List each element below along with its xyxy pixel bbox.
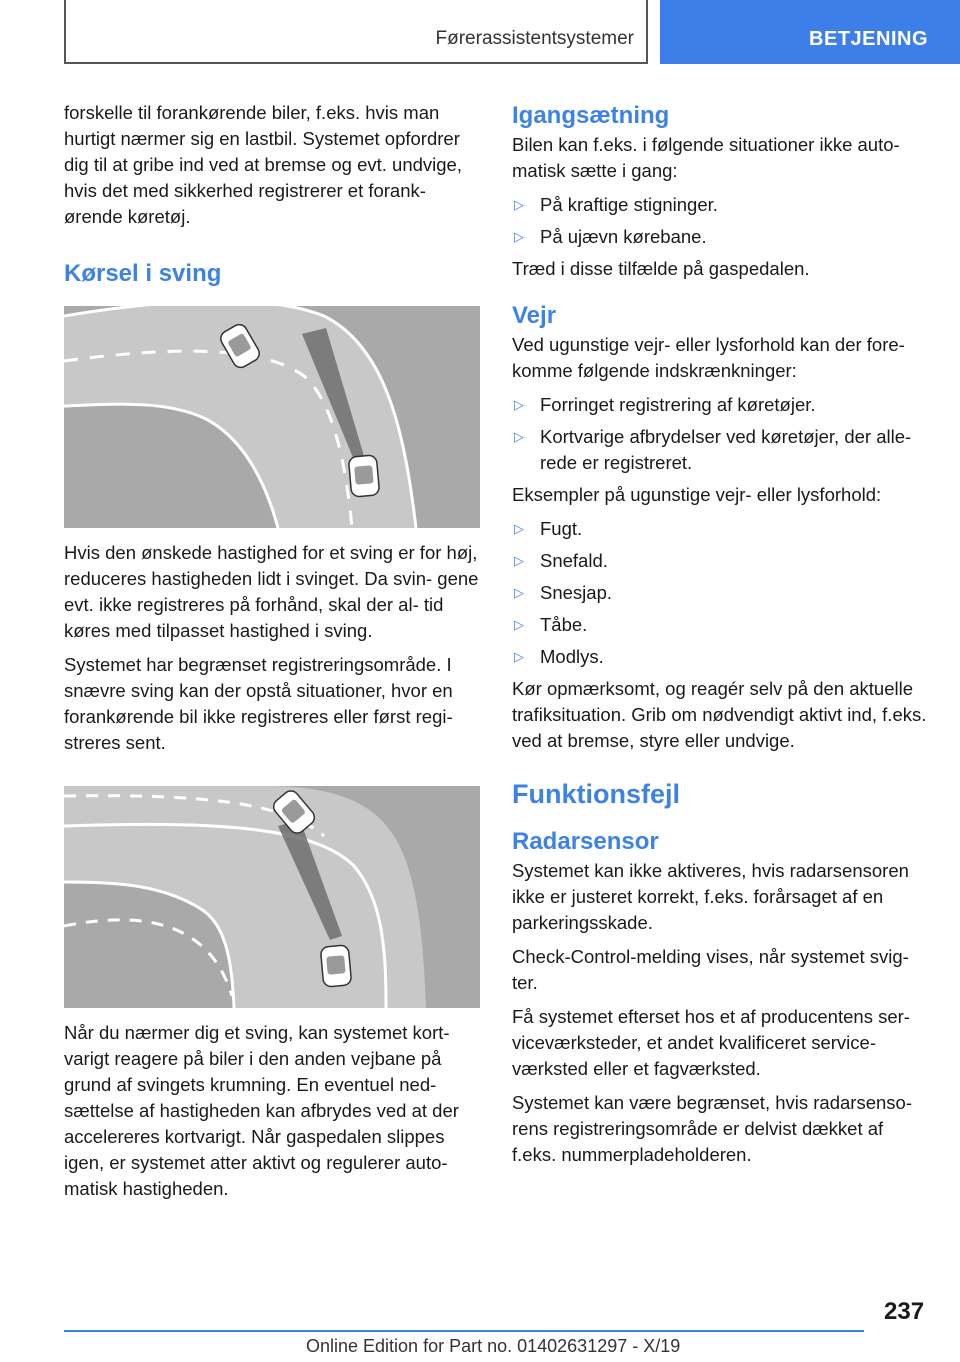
header-section-box <box>64 0 648 64</box>
car-own <box>320 945 351 987</box>
car-own <box>348 455 379 497</box>
list-item: ▷ Fugt. <box>512 516 928 542</box>
triangle-bullet-icon: ▷ <box>514 649 524 664</box>
radar-paragraph-1: Systemet kan ikke aktiveres, hvis radarsensoren ikke er justeret korrekt, f.eks. forårsaget af en parkeringsskade. <box>512 860 909 933</box>
list-item: ▷ Snefald. <box>512 548 928 574</box>
triangle-bullet-icon: ▷ <box>514 585 524 600</box>
list-item: ▷ På kraftige stigninger. <box>512 192 928 218</box>
header-chapter-title: BETJENING <box>809 28 928 50</box>
radar-paragraph-3: Få systemet efterset hos et af producentens ser‐ viceværksteder, et andet kvalificeret service‐ værksted eller et fagværksted. <box>512 1006 910 1079</box>
weather-advice: Kør opmærksomt, og reagér selv på den aktuelle trafiksituation. Grib om nødvendigt aktivt ind, f.eks. ved at bremse, styre eller undvige. <box>512 678 927 751</box>
curve-speed-paragraph: Hvis den ønskede hastighed for et sving er for høj, reduceres hastigheden lidt i svinget. Da svin‐ gene evt. ikke registreres på forhånd, skal der al‐ tid køres med tilpasset hastighed i sving. <box>64 542 479 641</box>
header-chapter-tab <box>660 0 960 64</box>
right-column <box>512 100 928 1176</box>
list-item: ▷ Snesjap. <box>512 580 928 606</box>
start-after: Træd i disse tilfælde på gaspedalen. <box>512 258 810 279</box>
detection-range-paragraph: Systemet har begrænset registreringsområde. I snævre sving kan der opstå situationer, hvor en forankørende bil ikke registreres eller først regi‐ streres sent. <box>64 654 453 753</box>
other-lane-paragraph: Når du nærmer dig et sving, kan systemet kort‐ varigt reagere på biler i den anden vejbane på grund af svingets krumning. En eventuel ned‐ sættelse af hastigheden kan afbrydes ved at der accelereres kortvarigt. Når gaspedalen slippes igen, er systemet atter aktivt og regulerer auto‐ matisk hastigheden. <box>64 1022 459 1199</box>
heading-weather: Vejr <box>512 302 557 329</box>
start-list <box>512 192 928 250</box>
intro-paragraph: forskelle til forankørende biler, f.eks. hvis man hurtigt nærmer sig en lastbil. Systemet opfordrer dig til at gribe ind ved at bremse og evt. undvige, hvis det med sikkerhed registrerer et forank‐ ørende køretøj. <box>64 102 462 227</box>
list-item: ▷ På ujævn kørebane. <box>512 224 928 250</box>
triangle-bullet-icon: ▷ <box>514 229 524 244</box>
page-number: 237 <box>884 1298 925 1325</box>
examples-list <box>512 516 928 670</box>
list-item: ▷ Forringet registrering af køretøjer. <box>512 392 928 418</box>
heading-start: Igangsætning <box>512 102 670 129</box>
footer-edition: Online Edition for Part no. 01402631297 - X/19 <box>306 1336 681 1356</box>
triangle-bullet-icon: ▷ <box>514 553 524 568</box>
list-item: ▷ Kortvarige afbrydelser ved køretøjer, der alle‐ rede er registreret. <box>514 426 912 473</box>
heading-radar-sensor: Radarsensor <box>512 828 659 855</box>
triangle-bullet-icon: ▷ <box>514 617 524 632</box>
triangle-bullet-icon: ▷ <box>514 429 524 444</box>
heading-malfunction: Funktionsfejl <box>512 779 680 809</box>
figure-curve-other-lane <box>64 786 480 1008</box>
weather-examples-intro: Eksempler på ugunstige vejr- eller lysforhold: <box>512 484 882 505</box>
start-intro: Bilen kan f.eks. i følgende situationer ikke auto‐ matisk sætte i gang: <box>512 134 900 181</box>
list-item: ▷ Tåbe. <box>512 612 928 638</box>
figure-curve-driving <box>64 306 480 528</box>
triangle-bullet-icon: ▷ <box>514 397 524 412</box>
triangle-bullet-icon: ▷ <box>514 521 524 536</box>
radar-paragraph-4: Systemet kan være begrænset, hvis radarsenso‐ rens registreringsområde er delvist dækket af f.eks. nummerpladeholderen. <box>512 1092 912 1165</box>
heading-curve-driving: Kørsel i sving <box>64 260 222 287</box>
weather-list <box>512 392 928 476</box>
footer-divider <box>64 1330 864 1332</box>
list-item: ▷ Modlys. <box>512 644 928 670</box>
left-column <box>64 100 480 1210</box>
header-section-title: Førerassistentsystemer <box>435 28 634 49</box>
triangle-bullet-icon: ▷ <box>514 197 524 212</box>
radar-paragraph-2: Check-Control-melding vises, når systemet svig‐ ter. <box>512 946 909 993</box>
weather-intro: Ved ugunstige vejr- eller lysforhold kan der fore‐ komme følgende indskrænkninger: <box>512 334 905 381</box>
